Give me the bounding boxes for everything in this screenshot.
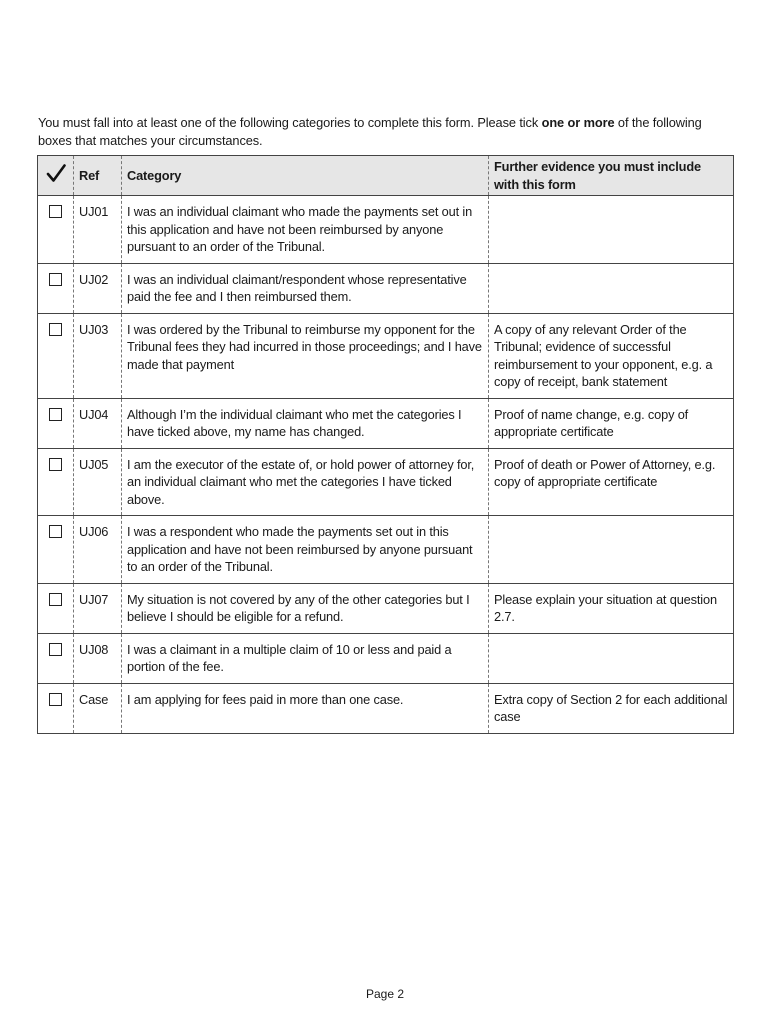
evidence-cell — [489, 196, 734, 264]
table-row-uj01 — [38, 196, 734, 264]
checkmark-icon — [45, 162, 67, 184]
evidence-cell — [489, 263, 734, 313]
category-cell: I was an individual claimant who made the payments set out in this application and have not been reimbursed by anyone pursuant to an order of the Tribunal. — [122, 196, 489, 264]
category-column-header: Category — [122, 156, 489, 196]
category-cell: I was a respondent who made the payments set out in this application and have not been reimbursed by anyone pursuant to an order of the Tribunal. — [122, 516, 489, 584]
checkbox-cell — [38, 448, 74, 516]
instructions-emphasis: one or more — [541, 114, 615, 130]
ref-cell: UJ07 — [74, 583, 122, 633]
table-row-uj06 — [38, 516, 734, 584]
category-cell: I was ordered by the Tribunal to reimburse my opponent for the Tribunal fees they had incurred in those proceedings; and I have made that payment — [122, 313, 489, 398]
evidence-cell: Extra copy of Section 2 for each additional case — [489, 683, 734, 733]
checkbox-cell — [38, 583, 74, 633]
evidence-cell: Proof of name change, e.g. copy of appropriate certificate — [489, 398, 734, 448]
table-row-uj07 — [38, 583, 734, 633]
evidence-cell: Please explain your situation at question 2.7. — [489, 583, 734, 633]
ref-cell: UJ04 — [74, 398, 122, 448]
category-cell: I am applying for fees paid in more than one case. — [122, 683, 489, 733]
checkbox-uj05[interactable] — [49, 458, 62, 471]
category-cell: My situation is not covered by any of the other categories but I believe I should be eligible for a refund. — [122, 583, 489, 633]
table-row-uj03 — [38, 313, 734, 398]
checkbox-uj06[interactable] — [49, 525, 62, 538]
checkbox-cell — [38, 516, 74, 584]
tick-column-header — [38, 156, 74, 196]
evidence-cell — [489, 516, 734, 584]
instructions-text-end: of the following boxes that matches your circumstances. — [38, 114, 702, 148]
checkbox-uj02[interactable] — [49, 273, 62, 286]
checkbox-uj08[interactable] — [49, 643, 62, 656]
ref-column-header: Ref — [74, 156, 122, 196]
checkbox-uj03[interactable] — [49, 323, 62, 336]
ref-cell: UJ01 — [74, 196, 122, 264]
categories-table — [37, 155, 734, 734]
category-cell: I was a claimant in a multiple claim of 10 or less and paid a portion of the fee. — [122, 633, 489, 683]
table-row-uj02 — [38, 263, 734, 313]
ref-cell: UJ06 — [74, 516, 122, 584]
evidence-cell: A copy of any relevant Order of the Tribunal; evidence of successful reimbursement to your opponent, e.g. a copy of receipt, bank statement — [489, 313, 734, 398]
evidence-column-header: Further evidence you must include with this form — [489, 156, 734, 196]
category-cell: Although I’m the individual claimant who met the categories I have ticked above, my name has changed. — [122, 398, 489, 448]
table-row-case — [38, 683, 734, 733]
checkbox-uj07[interactable] — [49, 593, 62, 606]
checkbox-cell — [38, 683, 74, 733]
checkbox-cell — [38, 196, 74, 264]
instructions-text-start: You must fall into at least one of the following categories to complete this form. Please tick — [38, 114, 542, 130]
checkbox-cell — [38, 633, 74, 683]
category-cell: I am the executor of the estate of, or hold power of attorney for, an individual claimant who met the categories I have ticked above. — [122, 448, 489, 516]
checkbox-cell — [38, 398, 74, 448]
checkbox-case[interactable] — [49, 693, 62, 706]
table-header-row — [38, 156, 734, 196]
category-cell: I was an individual claimant/respondent whose representative paid the fee and I then reimbursed them. — [122, 263, 489, 313]
table-row-uj05 — [38, 448, 734, 516]
instructions-paragraph — [38, 114, 738, 150]
checkbox-uj04[interactable] — [49, 408, 62, 421]
ref-cell: UJ02 — [74, 263, 122, 313]
ref-cell: UJ05 — [74, 448, 122, 516]
checkbox-uj01[interactable] — [49, 205, 62, 218]
ref-cell: UJ08 — [74, 633, 122, 683]
ref-cell: Case — [74, 683, 122, 733]
table-row-uj08 — [38, 633, 734, 683]
ref-cell: UJ03 — [74, 313, 122, 398]
evidence-cell: Proof of death or Power of Attorney, e.g. copy of appropriate certificate — [489, 448, 734, 516]
evidence-cell — [489, 633, 734, 683]
page-number: Page 2 — [365, 987, 405, 1001]
checkbox-cell — [38, 263, 74, 313]
checkbox-cell — [38, 313, 74, 398]
table-row-uj04 — [38, 398, 734, 448]
